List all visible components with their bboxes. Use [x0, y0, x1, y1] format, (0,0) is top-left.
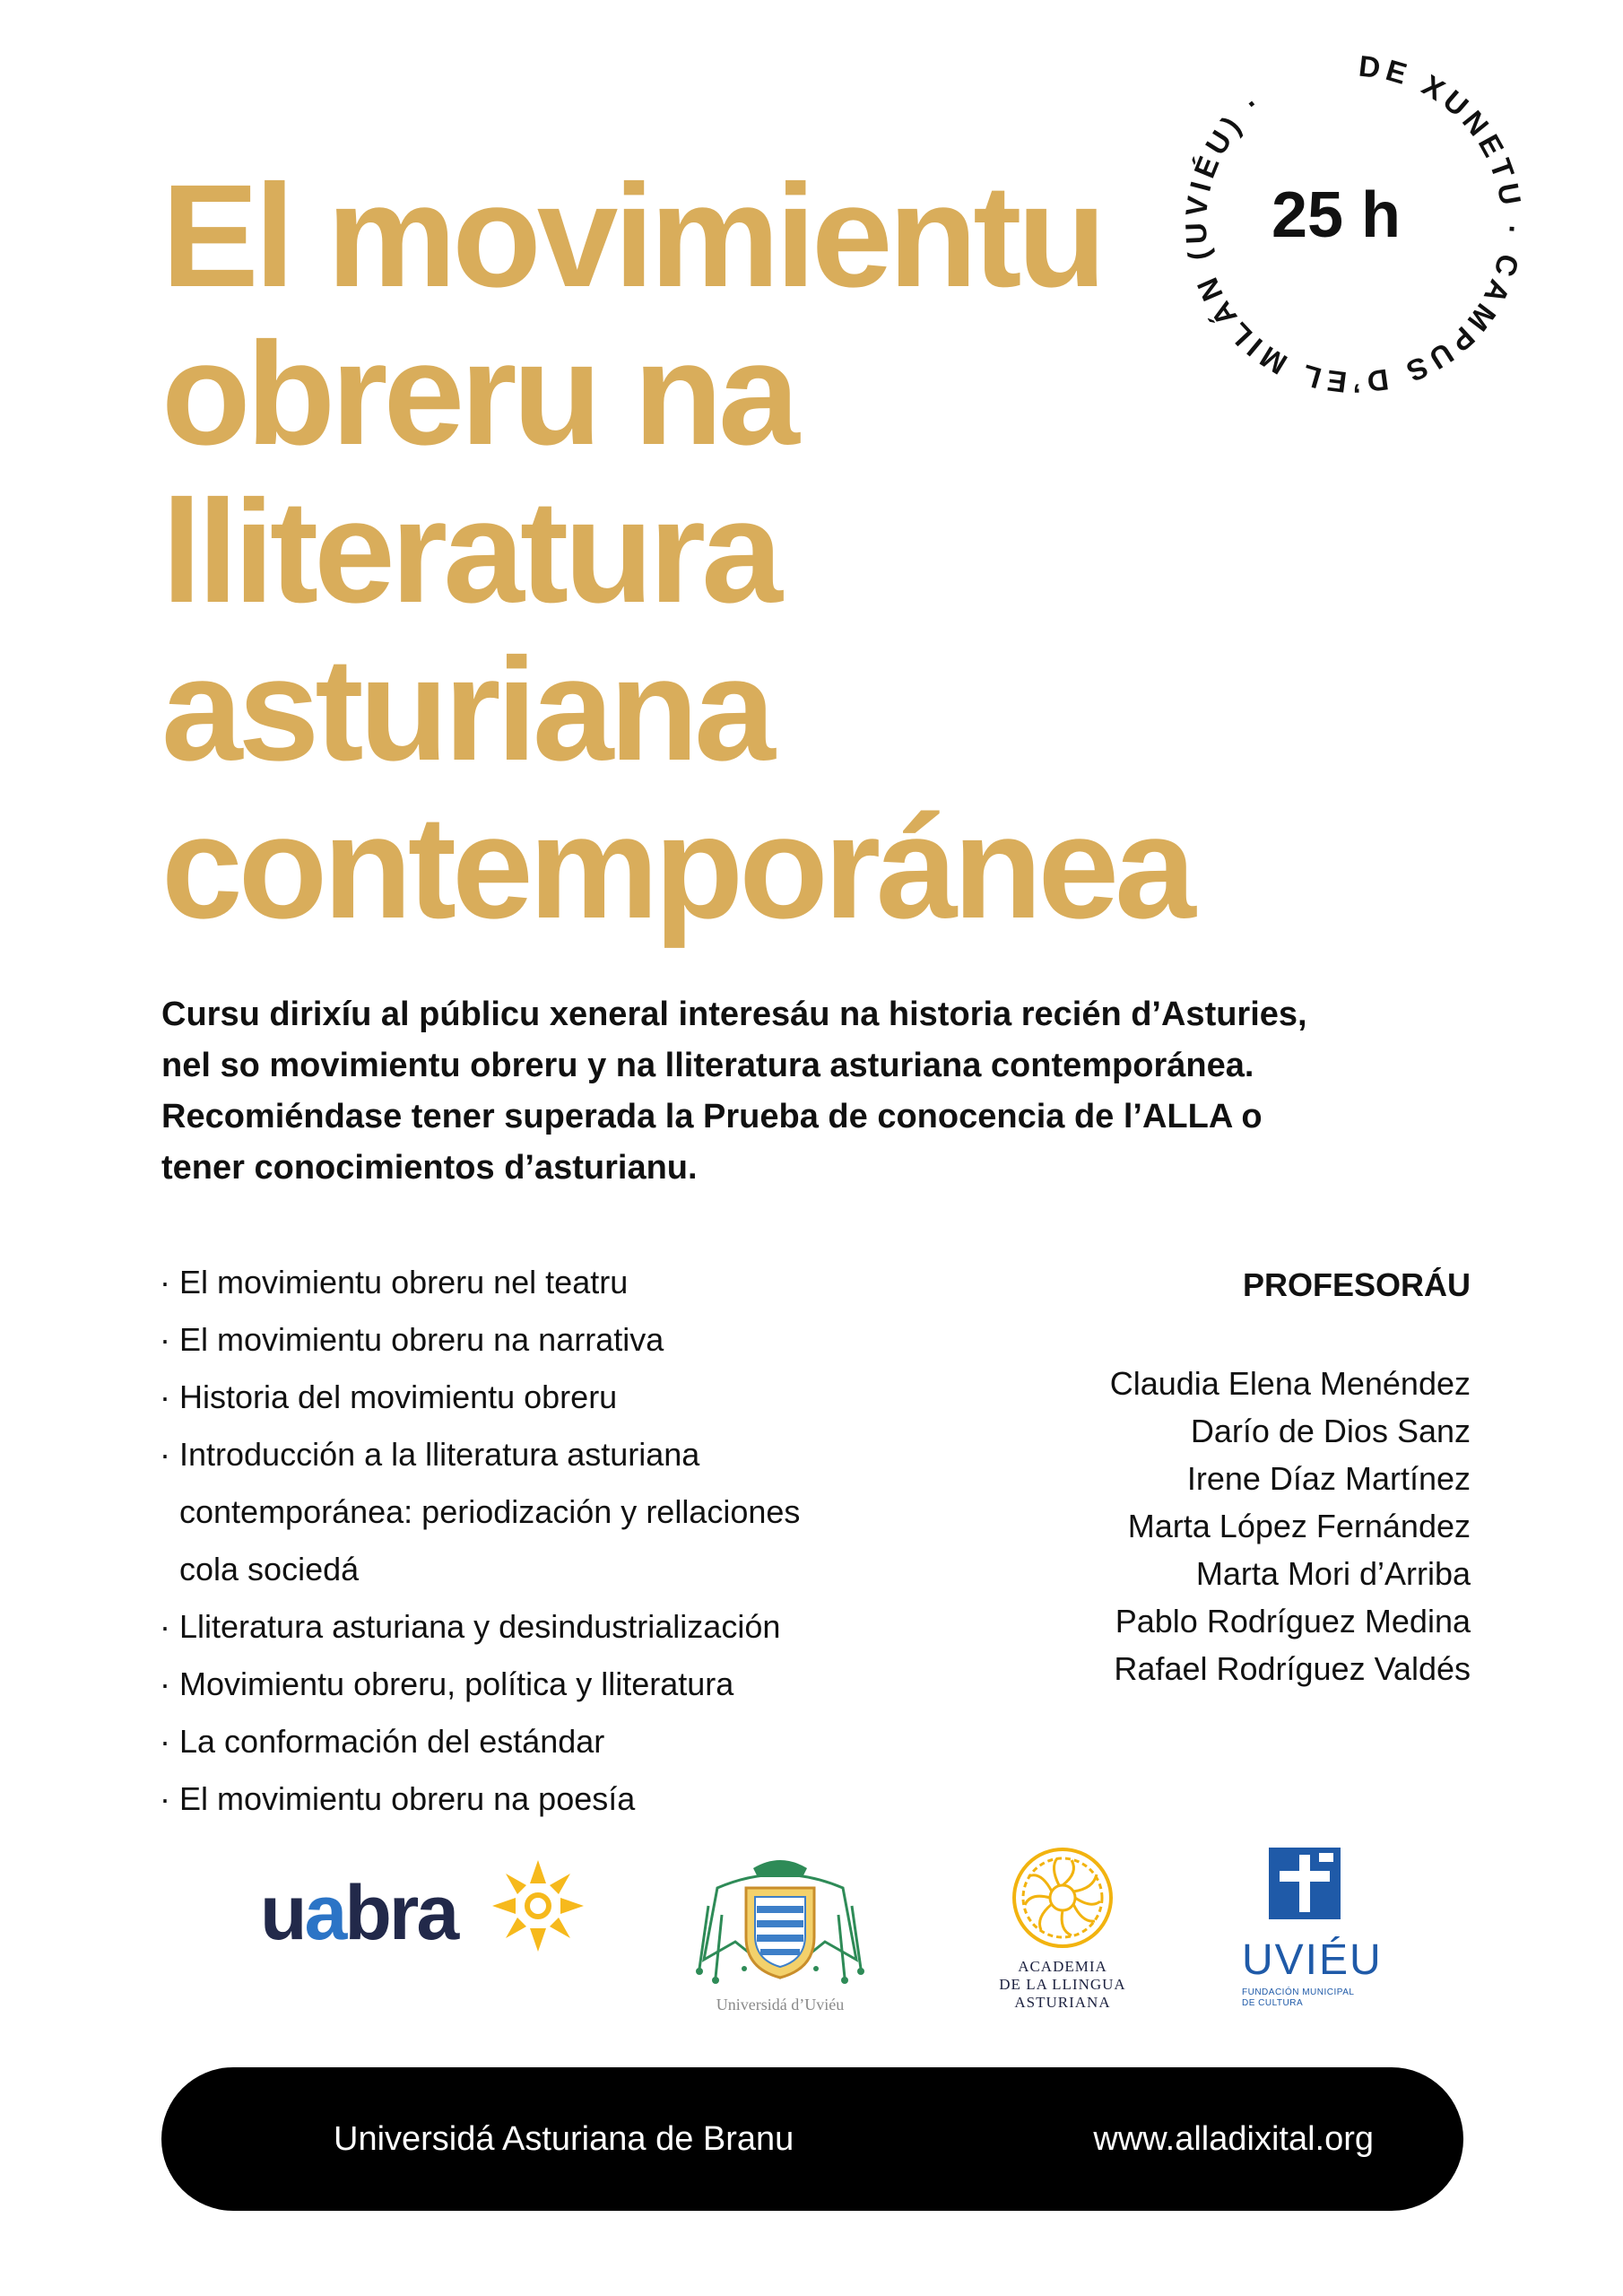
bullet-icon: ·: [160, 1378, 170, 1415]
academia-caption: ACADEMIA DE LA LLINGUA ASTURIANA: [999, 1958, 1126, 2011]
title-line: contemporánea: [161, 785, 1192, 949]
list-item: · Historia del movimientu obreru: [160, 1369, 967, 1426]
bullet-icon: ·: [160, 1321, 170, 1358]
professor-name: Darío de Dios Sanz: [1190, 1413, 1471, 1449]
uvieu-wordmark: UVIÉU: [1242, 1936, 1383, 1984]
academia-logo: [973, 1846, 1152, 2025]
university-crest-icon: [690, 1852, 870, 1996]
cross-emblem-icon: [1269, 1848, 1341, 1919]
description-line: nel so movimientu obreru y na lliteratura asturiana contemporánea.: [161, 1047, 1254, 1084]
list-item: · Lliteratura asturiana y desindustrialización: [160, 1598, 967, 1656]
title-line: El movimientu: [161, 153, 1103, 317]
title-line: obreru na: [161, 311, 795, 475]
description-line: tener conocimientos d’asturianu.: [161, 1149, 698, 1187]
footer-website-link[interactable]: www.alladixital.org: [1093, 2120, 1374, 2158]
footer-bar: [161, 2067, 1463, 2211]
badge-ring-text: DE XUNETU · CAMPUS D’EL MILÁN (UVIÉU) ·: [1178, 48, 1530, 400]
description-line: Recomiéndase tener superada la Prueba de conocencia de l’ALLA o: [161, 1098, 1263, 1135]
university-caption: Universidá d’Uviéu: [716, 1996, 845, 2013]
description-line: Cursu dirixíu al públicu xeneral interesáu na historia recién d’Asturies,: [161, 996, 1307, 1033]
footer-organizer: Universidá Asturiana de Branu: [334, 2120, 794, 2158]
bullet-icon: ·: [160, 1436, 170, 1473]
course-description: [161, 989, 1506, 1194]
uvieu-subtitle: FUNDACIÓN MUNICIPAL DE CULTURA: [1242, 1987, 1355, 2008]
uvieu-logo: [1242, 1848, 1421, 2018]
professors-list: [1110, 1360, 1471, 1692]
sun-icon: [489, 1857, 587, 1955]
bullet-icon: ·: [160, 1780, 170, 1817]
list-item: · Introducción a la lliteratura asturiana contemporánea: periodización y rellaciones cola sociedá: [160, 1426, 967, 1598]
uabra-logo: [260, 1857, 583, 1964]
list-item: · El movimientu obreru nel teatru: [160, 1254, 967, 1311]
professor-name: Irene Díaz Martínez: [1186, 1460, 1471, 1497]
bullet-icon: ·: [160, 1264, 170, 1300]
topics-list: [160, 1254, 967, 1828]
course-title: [161, 153, 1327, 949]
professor-name: Marta Mori d’Arriba: [1195, 1555, 1471, 1592]
professor-name: Marta López Fernández: [1127, 1508, 1471, 1544]
professor-name: Rafael Rodríguez Valdés: [1114, 1650, 1471, 1687]
list-item: · El movimientu obreru na narrativa: [160, 1311, 967, 1369]
professors-heading: PROFESORÁU: [1242, 1266, 1471, 1303]
bullet-icon: ·: [160, 1723, 170, 1760]
academia-emblem-icon: [973, 1846, 1152, 1953]
uabra-wordmark: uabra: [260, 1870, 457, 1956]
bullet-icon: ·: [160, 1608, 170, 1645]
list-item: · La conformación del estándar: [160, 1713, 967, 1770]
list-item: · Movimientu obreru, política y lliteratura: [160, 1656, 967, 1713]
professor-name: Pablo Rodríguez Medina: [1115, 1603, 1471, 1639]
title-line: asturiana: [161, 627, 771, 791]
bullet-icon: ·: [160, 1665, 170, 1702]
university-logo: [690, 1852, 870, 2013]
title-line: lliteratura: [161, 469, 778, 633]
hours-label: 25 h: [1271, 179, 1402, 251]
list-item: · El movimientu obreru na poesía: [160, 1770, 967, 1828]
professor-name: Claudia Elena Menéndez: [1109, 1365, 1471, 1402]
